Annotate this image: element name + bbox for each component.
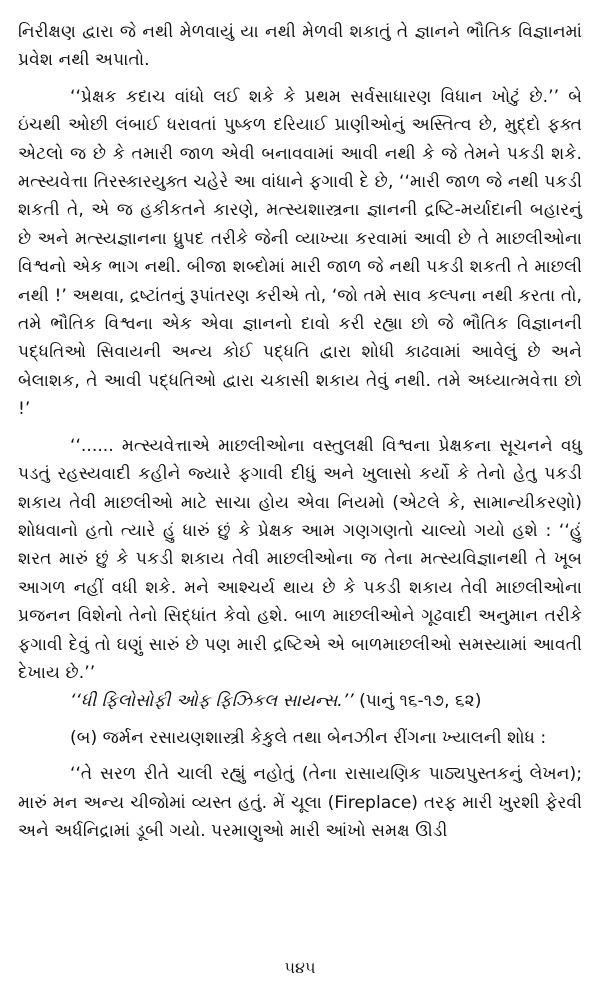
paragraph-3: ‘‘...... મત્સ્યવેત્તાએ માછલીઓના વસ્તુલક્ષી વિશ્વના પ્રેક્ષકના સૂચનને વધુ પડતું રહસ્યવાદી કહીને જ્યારે ફગાવી દીધું અને ખુલાસો કર્યો કે તેનો હેતુ પકડી શકાય તેવી માછલીઓ માટે સાચા હોય એવા નિયમો (એટલે કે, સામાન્યીકરણો) શોધવાનો હતો ત્યારે હું ધારું છું કે પ્રેક્ષક આમ ગણગણતો ચાલ્યો ગયો હશે : ‘‘હું શરત મારું છું કે પકડી શકાય તેવી માછલીઓના જ તેના મત્સ્યવિજ્ઞાનથી તે ખૂબ આગળ નહીં વધી શકે. મને આશ્ચર્ય થાય છે કે પકડી શકાય તેવી માછલીઓના પ્રજનન વિશેનો તેનો સિદ્ધાંત કેવો હશે. બાળ માછલીઓને ગૂઢવાદી અનુમાન તરીકે ફગાવી દેવું તો ઘણું સારું છે પણ મારી દ્રષ્ટિએ એ બાળમાછલીઓ સમસ્યામાં આવતી દેખાય છે.’’ [18, 435, 583, 683]
citation-title: ‘‘ધી ફિલોસોફી ઓફ ફિઝિકલ સાયન્સ.’’ [70, 691, 354, 712]
body-text [18, 18, 582, 845]
page-number: ૫૪૫ [284, 958, 316, 977]
paragraph-1: નિરીક્ષણ દ્વારા જે નથી મેળવાયું યા નથી મેળવી શકાતું તે જ્ઞાનને ભૌતિક વિજ્ઞાનમાં પ્રવેશ નથી અપાતો. [18, 22, 582, 71]
citation-line [18, 687, 582, 715]
paragraph-5: (બ) જર્મન રસાયણશાસ્ત્રી કેકુલે તથા બેનઝીન રીંગના ખ્યાલની શોધ : [70, 727, 547, 748]
paragraph-2: ‘‘પ્રેક્ષક કદાચ વાંધો લઈ શકે કે પ્રથમ સર્વસાધારણ વિધાન ખોટું છે.’’ બે ઇંચથી ઓછી લંબાઈ ધરાવતાં પુષ્કળ દરિયાઈ પ્રાણીઓનું અસ્તિત્વ છે, મુદ્દો ફક્ત એટલો જ છે કે તમારી જાળ એવી બનાવવામાં આવી નથી કે જે તેમને પકડી શકે. મત્સ્યવેત્તા તિરસ્કારયુક્ત ચહેરે આ વાંધાને ફગાવી દે છે, ‘‘મારી જાળ જે નથી પકડી શકતી તે, એ જ હકીકતને કારણે, મત્સ્યશાસ્ત્રના જ્ઞાનની દ્રષ્ટિ-મર્યાદાની બહારનું છે અને મત્સ્યજ્ઞાનના ધ્રુપદ તરીકે જેની વ્યાખ્યા કરવામાં આવી છે તે માછલીઓના વિશ્વનો એક ભાગ નથી. બીજા શબ્દોમાં મારી જાળ જે નથી પકડી શકતી તે માછલી નથી !’ અથવા, દ્રષ્ટાંતનું રૂપાંતરણ કરીએ તો, ‘જો તમે સાવ કલ્પના નથી કરતા તો, તમે ભૌતિક વિશ્વના એક એવા જ્ઞાનનો દાવો કરી રહ્યા છો જે ભૌતિક વિજ્ઞાનની પદ્ધતિઓ સિવાયની અન્ય કોઈ પદ્ધતિ દ્વારા શોધી કાઢવામાં આવેલું છે અને બેલાશક, તે આવી પદ્ધતિઓ દ્વારા ચકાસી શકાય તેવું નથી. તમે અધ્યાત્મવેત્તા છો !’ [18, 86, 582, 420]
citation-reference: (પાનું ૧૬-૧૭, ૬૨) [359, 691, 482, 712]
paragraph-6: ‘‘તે સરળ રીતે ચાલી રહ્યું નહોતું (તેના રાસાયણિક પાઠ્યપુસ્તકનું લેખન); મારું મન અન્ય ચીજોમાં વ્યસ્ત હતું. મેં ચૂલા (Fireplace) તરફ મારી ખુરશી ફેરવી અને અર્ધનિદ્રામાં ડૂબી ગયો. પરમાણુઓ મારી આંખો સમક્ષ ઊડી [18, 764, 582, 841]
